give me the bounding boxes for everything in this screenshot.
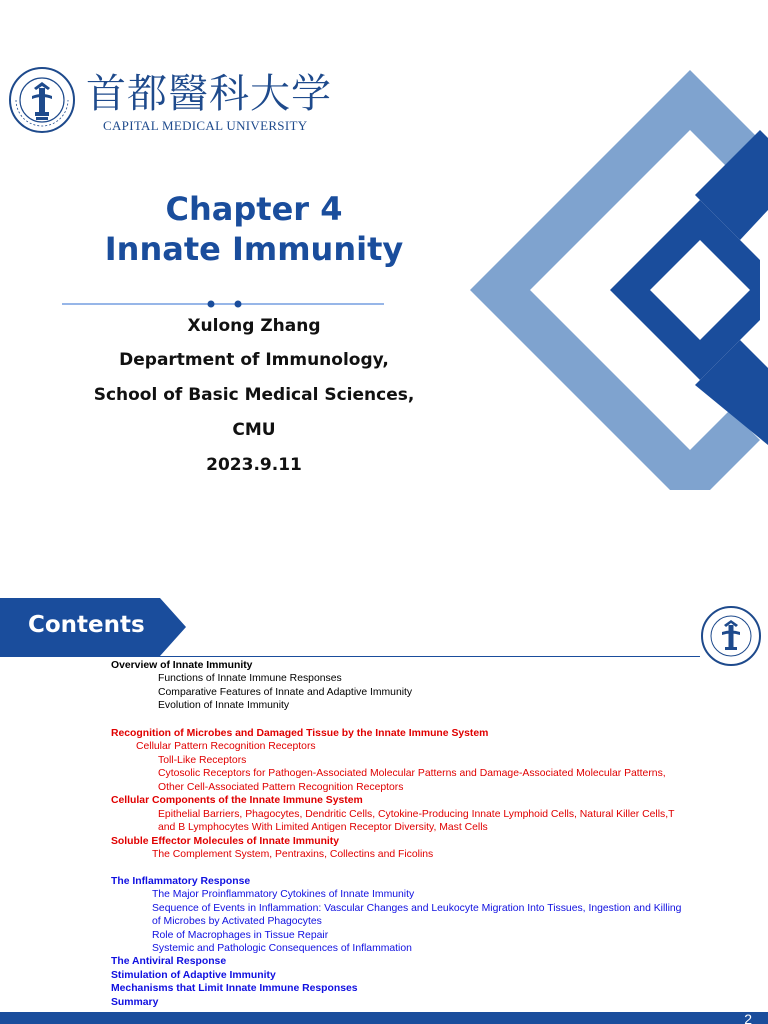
title-divider bbox=[62, 292, 384, 316]
contents-slide bbox=[0, 590, 768, 1024]
toc-subsection-item: Sequence of Events in Inflammation: Vascular Changes and Leukocyte Migration Into Tissues, Ingestion and Killing bbox=[152, 903, 682, 914]
chapter-subtitle: Innate Immunity bbox=[104, 230, 404, 268]
page-number: 2 bbox=[744, 1011, 752, 1024]
toc-subsection-item: Toll-Like Receptors bbox=[158, 755, 247, 766]
presentation-date: 2023.9.11 bbox=[206, 455, 302, 475]
university-name-chinese: 首都醫科大学 bbox=[86, 71, 332, 117]
contents-rule bbox=[0, 656, 700, 657]
department-name: Department of Immunology, bbox=[119, 350, 389, 370]
toc-subsection-item: and B Lymphocytes With Limited Antigen Receptor Diversity, Mast Cells bbox=[158, 822, 488, 833]
university-seal-icon bbox=[700, 605, 762, 667]
school-name: School of Basic Medical Sciences, bbox=[93, 385, 415, 405]
contents-heading: Contents bbox=[28, 612, 145, 638]
toc-subsection-item: Epithelial Barriers, Phagocytes, Dendritic Cells, Cytokine-Producing Innate Lymphoid Cells, Natural Killer Cells,T bbox=[158, 809, 675, 820]
toc-subsection-item: of Microbes by Activated Phagocytes bbox=[152, 916, 322, 927]
toc-section-heading: The Antiviral Response bbox=[111, 956, 227, 967]
university-name-english: CAPITAL MEDICAL UNIVERSITY bbox=[103, 118, 308, 133]
toc-subsection-item: The Major Proinflammatory Cytokines of Innate Immunity bbox=[152, 889, 415, 900]
toc-section-heading: The Inflammatory Response bbox=[111, 876, 251, 887]
toc-subsection-item: Cytosolic Receptors for Pathogen-Associated Molecular Patterns and Damage-Associated Molecular Patterns, bbox=[158, 768, 666, 779]
toc-subsection-item: The Complement System, Pentraxins, Collectins and Ficolins bbox=[152, 849, 434, 860]
decorative-diamonds bbox=[460, 60, 768, 490]
toc-section-heading: Mechanisms that Limit Innate Immune Responses bbox=[111, 983, 358, 994]
toc-subsection-item: Evolution of Innate Immunity bbox=[158, 700, 290, 711]
footer-bar bbox=[0, 1012, 768, 1024]
toc-section-heading: Summary bbox=[111, 997, 159, 1008]
toc-subsection-item: Comparative Features of Innate and Adaptive Immunity bbox=[158, 687, 413, 698]
toc-subsection-item: Cellular Pattern Recognition Receptors bbox=[136, 741, 316, 752]
chapter-title: Chapter 4 bbox=[165, 190, 343, 228]
institution-name: CMU bbox=[232, 420, 276, 440]
toc-subsection-item: Functions of Innate Immune Responses bbox=[158, 673, 342, 684]
toc-section-heading: Overview of Innate Immunity bbox=[111, 660, 253, 671]
toc-subsection-item: Other Cell-Associated Pattern Recognition Receptors bbox=[158, 782, 404, 793]
toc-subsection-item: Role of Macrophages in Tissue Repair bbox=[152, 930, 329, 941]
toc-section-heading: Soluble Effector Molecules of Innate Immunity bbox=[111, 836, 340, 847]
university-seal-icon bbox=[8, 66, 76, 134]
toc-section-heading: Stimulation of Adaptive Immunity bbox=[111, 970, 276, 981]
toc-section-heading: Cellular Components of the Innate Immune System bbox=[111, 795, 363, 806]
toc-section-heading: Recognition of Microbes and Damaged Tissue by the Innate Immune System bbox=[111, 728, 489, 739]
author-name: Xulong Zhang bbox=[187, 316, 321, 336]
toc-subsection-item: Systemic and Pathologic Consequences of Inflammation bbox=[152, 943, 412, 954]
